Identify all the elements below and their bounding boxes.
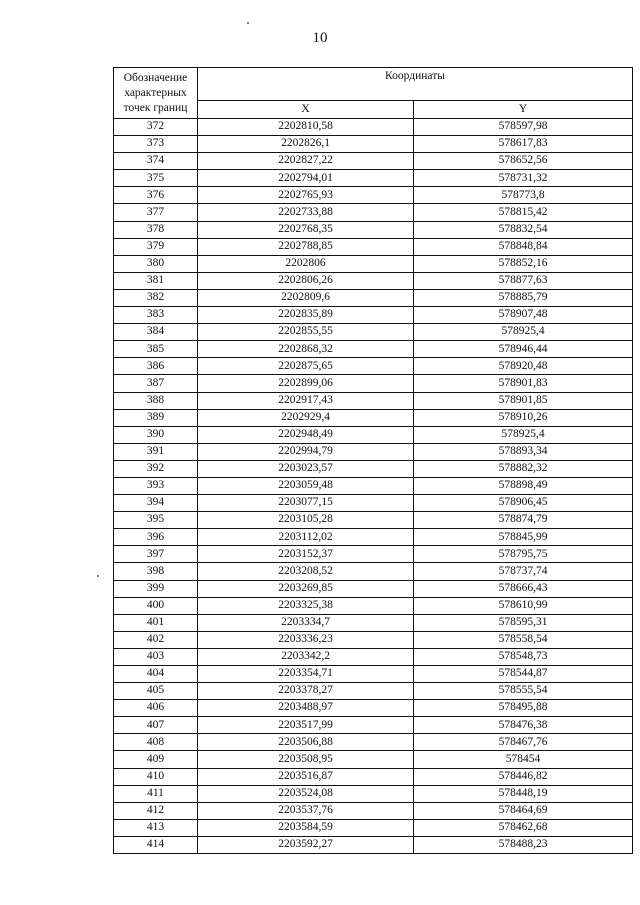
table-row <box>114 170 633 187</box>
table-row <box>114 546 633 563</box>
point-number-cell: 412 <box>114 802 198 819</box>
point-number-cell: 379 <box>114 238 198 255</box>
point-designation-header: Обозначение характерных точек границ <box>114 68 198 119</box>
x-coordinate-cell: 2203112,02 <box>198 529 414 546</box>
y-coordinate-cell: 578467,76 <box>414 734 633 751</box>
point-number-cell: 388 <box>114 392 198 409</box>
x-coordinate-cell: 2202809,6 <box>198 289 414 306</box>
point-number-cell: 382 <box>114 289 198 306</box>
table-row <box>114 187 633 204</box>
table-header-row <box>114 68 633 101</box>
point-number-cell: 407 <box>114 717 198 734</box>
x-coordinate-cell: 2203059,48 <box>198 477 414 494</box>
scan-speck <box>247 22 249 24</box>
table-row <box>114 717 633 734</box>
y-coordinate-cell: 578773,8 <box>414 187 633 204</box>
point-number-cell: 389 <box>114 409 198 426</box>
point-number-cell: 393 <box>114 477 198 494</box>
y-coordinate-cell: 578462,68 <box>414 819 633 836</box>
point-number-cell: 410 <box>114 768 198 785</box>
y-coordinate-cell: 578845,99 <box>414 529 633 546</box>
y-coordinate-cell: 578464,69 <box>414 802 633 819</box>
table-row <box>114 734 633 751</box>
y-coordinate-cell: 578885,79 <box>414 289 633 306</box>
page-number: 10 <box>312 30 328 46</box>
y-coordinate-cell: 578448,19 <box>414 785 633 802</box>
x-coordinate-cell: 2203506,88 <box>198 734 414 751</box>
x-coordinate-cell: 2202994,79 <box>198 443 414 460</box>
table-row <box>114 153 633 170</box>
table-row <box>114 563 633 580</box>
table-row <box>114 802 633 819</box>
point-number-cell: 400 <box>114 597 198 614</box>
y-coordinate-cell: 578877,63 <box>414 272 633 289</box>
point-number-cell: 395 <box>114 512 198 529</box>
y-coordinate-cell: 578920,48 <box>414 358 633 375</box>
point-number-cell: 383 <box>114 307 198 324</box>
x-coordinate-cell: 2203537,76 <box>198 802 414 819</box>
x-coordinate-cell: 2202733,88 <box>198 204 414 221</box>
table-row <box>114 580 633 597</box>
y-coordinate-cell: 578910,26 <box>414 409 633 426</box>
point-number-cell: 372 <box>114 119 198 136</box>
y-coordinate-cell: 578548,73 <box>414 648 633 665</box>
x-coordinate-cell: 2203342,2 <box>198 648 414 665</box>
x-coordinate-cell: 2202827,22 <box>198 153 414 170</box>
point-number-cell: 401 <box>114 614 198 631</box>
y-coordinate-cell: 578925,4 <box>414 324 633 341</box>
x-coordinate-cell: 2203517,99 <box>198 717 414 734</box>
table-row <box>114 785 633 802</box>
y-coordinate-cell: 578488,23 <box>414 836 633 853</box>
y-coordinate-cell: 578555,54 <box>414 683 633 700</box>
x-coordinate-cell: 2203516,87 <box>198 768 414 785</box>
point-number-cell: 409 <box>114 751 198 768</box>
y-coordinate-cell: 578476,38 <box>414 717 633 734</box>
point-number-cell: 385 <box>114 341 198 358</box>
x-coordinate-cell: 2202875,65 <box>198 358 414 375</box>
point-number-cell: 411 <box>114 785 198 802</box>
x-coordinate-cell: 2202806 <box>198 255 414 272</box>
table-row <box>114 324 633 341</box>
table-row <box>114 221 633 238</box>
x-coordinate-cell: 2203508,95 <box>198 751 414 768</box>
y-column-header: Y <box>414 101 633 119</box>
table-row <box>114 375 633 392</box>
point-number-cell: 380 <box>114 255 198 272</box>
table-row <box>114 358 633 375</box>
point-number-cell: 391 <box>114 443 198 460</box>
point-number-cell: 378 <box>114 221 198 238</box>
point-number-cell: 403 <box>114 648 198 665</box>
y-coordinate-cell: 578848,84 <box>414 238 633 255</box>
table-row <box>114 255 633 272</box>
point-number-cell: 404 <box>114 666 198 683</box>
point-number-cell: 413 <box>114 819 198 836</box>
y-coordinate-cell: 578815,42 <box>414 204 633 221</box>
y-coordinate-cell: 578617,83 <box>414 136 633 153</box>
x-coordinate-cell: 2202899,06 <box>198 375 414 392</box>
y-coordinate-cell: 578737,74 <box>414 563 633 580</box>
point-number-cell: 377 <box>114 204 198 221</box>
point-number-cell: 408 <box>114 734 198 751</box>
point-number-cell: 414 <box>114 836 198 853</box>
point-number-cell: 399 <box>114 580 198 597</box>
table-row <box>114 836 633 853</box>
point-number-cell: 386 <box>114 358 198 375</box>
y-coordinate-cell: 578558,54 <box>414 631 633 648</box>
y-coordinate-cell: 578893,34 <box>414 443 633 460</box>
table-row <box>114 426 633 443</box>
table-row <box>114 477 633 494</box>
x-coordinate-cell: 2202868,32 <box>198 341 414 358</box>
x-coordinate-cell: 2203592,27 <box>198 836 414 853</box>
x-coordinate-cell: 2203077,15 <box>198 495 414 512</box>
table-row <box>114 307 633 324</box>
y-coordinate-cell: 578610,99 <box>414 597 633 614</box>
point-number-cell: 402 <box>114 631 198 648</box>
x-coordinate-cell: 2203152,37 <box>198 546 414 563</box>
y-coordinate-cell: 578907,48 <box>414 307 633 324</box>
y-coordinate-cell: 578446,82 <box>414 768 633 785</box>
table-row <box>114 460 633 477</box>
x-coordinate-cell: 2202806,26 <box>198 272 414 289</box>
x-coordinate-cell: 2203269,85 <box>198 580 414 597</box>
y-coordinate-cell: 578946,44 <box>414 341 633 358</box>
point-number-cell: 373 <box>114 136 198 153</box>
y-coordinate-cell: 578901,83 <box>414 375 633 392</box>
table-row <box>114 631 633 648</box>
table-row <box>114 529 633 546</box>
y-coordinate-cell: 578495,88 <box>414 700 633 717</box>
table-row <box>114 238 633 255</box>
point-number-cell: 406 <box>114 700 198 717</box>
x-coordinate-cell: 2203023,57 <box>198 460 414 477</box>
point-number-cell: 384 <box>114 324 198 341</box>
x-coordinate-cell: 2202917,43 <box>198 392 414 409</box>
point-number-cell: 394 <box>114 495 198 512</box>
y-coordinate-cell: 578898,49 <box>414 477 633 494</box>
y-coordinate-cell: 578652,56 <box>414 153 633 170</box>
y-coordinate-cell: 578901,85 <box>414 392 633 409</box>
y-coordinate-cell: 578666,43 <box>414 580 633 597</box>
y-coordinate-cell: 578597,98 <box>414 119 633 136</box>
x-coordinate-cell: 2202855,55 <box>198 324 414 341</box>
table-body <box>114 119 633 854</box>
y-coordinate-cell: 578882,32 <box>414 460 633 477</box>
table-row <box>114 409 633 426</box>
table-row <box>114 648 633 665</box>
point-number-cell: 405 <box>114 683 198 700</box>
table-row <box>114 700 633 717</box>
table-row <box>114 666 633 683</box>
x-coordinate-cell: 2203354,71 <box>198 666 414 683</box>
point-number-cell: 396 <box>114 529 198 546</box>
x-coordinate-cell: 2202794,01 <box>198 170 414 187</box>
table-row <box>114 119 633 136</box>
y-coordinate-cell: 578595,31 <box>414 614 633 631</box>
x-coordinate-cell: 2202929,4 <box>198 409 414 426</box>
table-row <box>114 289 633 306</box>
scan-speck <box>97 575 99 577</box>
y-coordinate-cell: 578454 <box>414 751 633 768</box>
point-number-cell: 376 <box>114 187 198 204</box>
x-coordinate-cell: 2202765,93 <box>198 187 414 204</box>
x-coordinate-cell: 2203488,97 <box>198 700 414 717</box>
table-row <box>114 272 633 289</box>
x-coordinate-cell: 2202835,89 <box>198 307 414 324</box>
table-row <box>114 392 633 409</box>
y-coordinate-cell: 578906,45 <box>414 495 633 512</box>
x-coordinate-cell: 2203334,7 <box>198 614 414 631</box>
table-row <box>114 614 633 631</box>
x-coordinate-cell: 2203378,27 <box>198 683 414 700</box>
table-row <box>114 204 633 221</box>
y-coordinate-cell: 578731,32 <box>414 170 633 187</box>
point-number-cell: 392 <box>114 460 198 477</box>
x-coordinate-cell: 2202826,1 <box>198 136 414 153</box>
y-coordinate-cell: 578795,75 <box>414 546 633 563</box>
table-row <box>114 768 633 785</box>
table-row <box>114 683 633 700</box>
x-coordinate-cell: 2202788,85 <box>198 238 414 255</box>
point-number-cell: 374 <box>114 153 198 170</box>
table-row <box>114 495 633 512</box>
y-coordinate-cell: 578852,16 <box>414 255 633 272</box>
x-coordinate-cell: 2203105,28 <box>198 512 414 529</box>
point-number-cell: 381 <box>114 272 198 289</box>
table-row <box>114 512 633 529</box>
point-number-cell: 390 <box>114 426 198 443</box>
y-coordinate-cell: 578925,4 <box>414 426 633 443</box>
x-coordinate-cell: 2203325,38 <box>198 597 414 614</box>
table-row <box>114 751 633 768</box>
x-coordinate-cell: 2202768,35 <box>198 221 414 238</box>
x-coordinate-cell: 2202948,49 <box>198 426 414 443</box>
y-coordinate-cell: 578832,54 <box>414 221 633 238</box>
coordinates-table <box>113 67 633 854</box>
table-row <box>114 819 633 836</box>
x-coordinate-cell: 2203208,52 <box>198 563 414 580</box>
table-row <box>114 136 633 153</box>
x-coordinate-cell: 2203336,23 <box>198 631 414 648</box>
x-coordinate-cell: 2203524,08 <box>198 785 414 802</box>
x-coordinate-cell: 2203584,59 <box>198 819 414 836</box>
y-coordinate-cell: 578544,87 <box>414 666 633 683</box>
point-number-cell: 398 <box>114 563 198 580</box>
point-number-cell: 375 <box>114 170 198 187</box>
table-row <box>114 341 633 358</box>
x-coordinate-cell: 2202810,58 <box>198 119 414 136</box>
table-row <box>114 597 633 614</box>
point-number-cell: 387 <box>114 375 198 392</box>
x-column-header: X <box>198 101 414 119</box>
point-number-cell: 397 <box>114 546 198 563</box>
coordinates-header: Координаты <box>198 68 633 101</box>
table-row <box>114 443 633 460</box>
y-coordinate-cell: 578874,79 <box>414 512 633 529</box>
